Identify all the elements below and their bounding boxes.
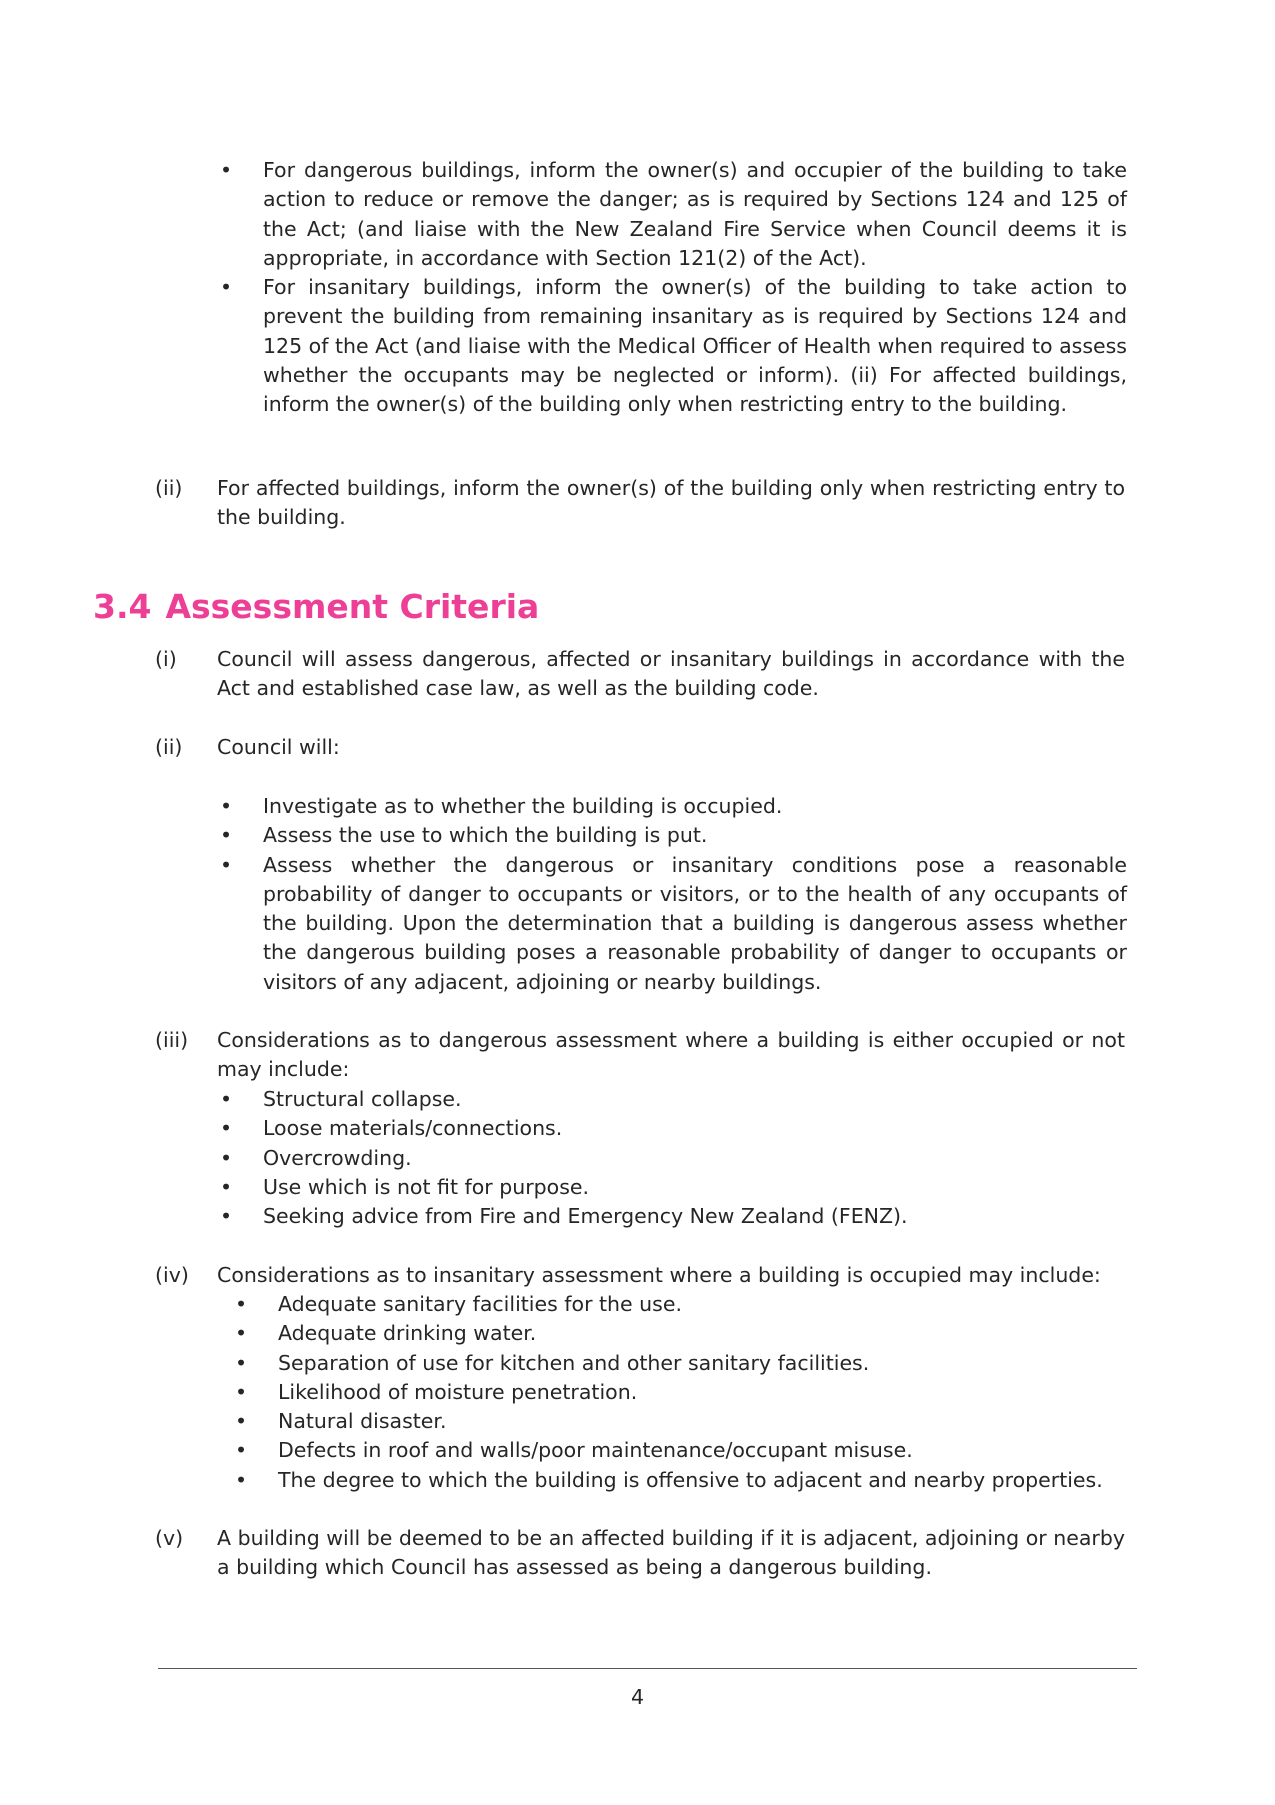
item-text: For affected buildings, inform the owner(s) of the building only when restricting entry to the building.	[217, 476, 1125, 530]
section-title: Assessment Criteria	[165, 587, 540, 626]
item-number-label: (ii)	[155, 735, 183, 759]
list-item: • For insanitary buildings, inform the owner(s) of the building to take action to prevent the building from remaining insanitary as is required by Sections 124 and 125 of the Act (and liaise with the Medical Officer of Health when required to assess whether the occupants may be neglected or inform). (ii) For affected buildings, inform the owner(s) of the building only when restricting entry to the building.	[263, 273, 1127, 419]
list-item: • Investigate as to whether the building is occupied.	[263, 792, 1127, 821]
list-item: • Assess the use to which the building is put.	[263, 821, 1127, 850]
list-item: • Seeking advice from Fire and Emergency New Zealand (FENZ).	[263, 1202, 1127, 1231]
top-bullet-list	[263, 156, 1127, 420]
list-item: • Loose materials/connections.	[263, 1114, 1127, 1143]
item-number-label: (i)	[155, 647, 177, 671]
item-text: Council will:	[217, 735, 340, 759]
section-heading	[93, 585, 539, 629]
list-item: • Overcrowding.	[263, 1144, 1127, 1173]
list-item: • Likelihood of moisture penetration.	[278, 1378, 1127, 1407]
dangerous-considerations-list	[263, 1085, 1127, 1231]
section-number: 3.4	[93, 587, 152, 626]
item-text: Considerations as to insanitary assessment where a building is occupied may include:	[217, 1263, 1101, 1287]
item-text: Council will assess dangerous, affected or insanitary buildings in accordance with the Act and established case law, as well as the building code.	[217, 647, 1125, 701]
list-item: • Defects in roof and walls/poor maintenance/occupant misuse.	[278, 1436, 1127, 1465]
list-item: • Natural disaster.	[278, 1407, 1127, 1436]
council-will-bullet-list	[263, 792, 1127, 997]
item-number-label: (iv)	[155, 1263, 189, 1287]
list-item: • Use which is not fit for purpose.	[263, 1173, 1127, 1202]
item-number-label: (iii)	[155, 1028, 189, 1052]
item-text: Considerations as to dangerous assessment where a building is either occupied or not may include:	[217, 1028, 1125, 1082]
item-number-label: (v)	[155, 1526, 184, 1550]
item-text: A building will be deemed to be an affected building if it is adjacent, adjoining or nearby a building which Council has assessed as being a dangerous building.	[217, 1526, 1125, 1580]
list-item: • Separation of use for kitchen and other sanitary facilities.	[278, 1349, 1127, 1378]
list-item: • For dangerous buildings, inform the owner(s) and occupier of the building to take action to reduce or remove the danger; as is required by Sections 124 and 125 of the Act; (and liaise with the New Zealand Fire Service when Council deems it is appropriate, in accordance with Section 121(2) of the Act).	[263, 156, 1127, 273]
list-item: • The degree to which the building is offensive to adjacent and nearby properties.	[278, 1466, 1127, 1495]
list-item: • Adequate drinking water.	[278, 1319, 1127, 1348]
page-number: 4	[630, 1685, 645, 1709]
list-item: • Assess whether the dangerous or insanitary conditions pose a reasonable probability of danger to occupants or visitors, or to the health of any occupants of the building. Upon the determination that a building is dangerous assess whether the dangerous building poses a reasonable probability of danger to occupants or visitors of any adjacent, adjoining or nearby buildings.	[263, 851, 1127, 997]
item-number-label: (ii)	[155, 476, 183, 500]
insanitary-considerations-list	[278, 1290, 1127, 1495]
list-item: • Adequate sanitary facilities for the use.	[278, 1290, 1127, 1319]
list-item: • Structural collapse.	[263, 1085, 1127, 1114]
footer-divider	[158, 1668, 1137, 1669]
